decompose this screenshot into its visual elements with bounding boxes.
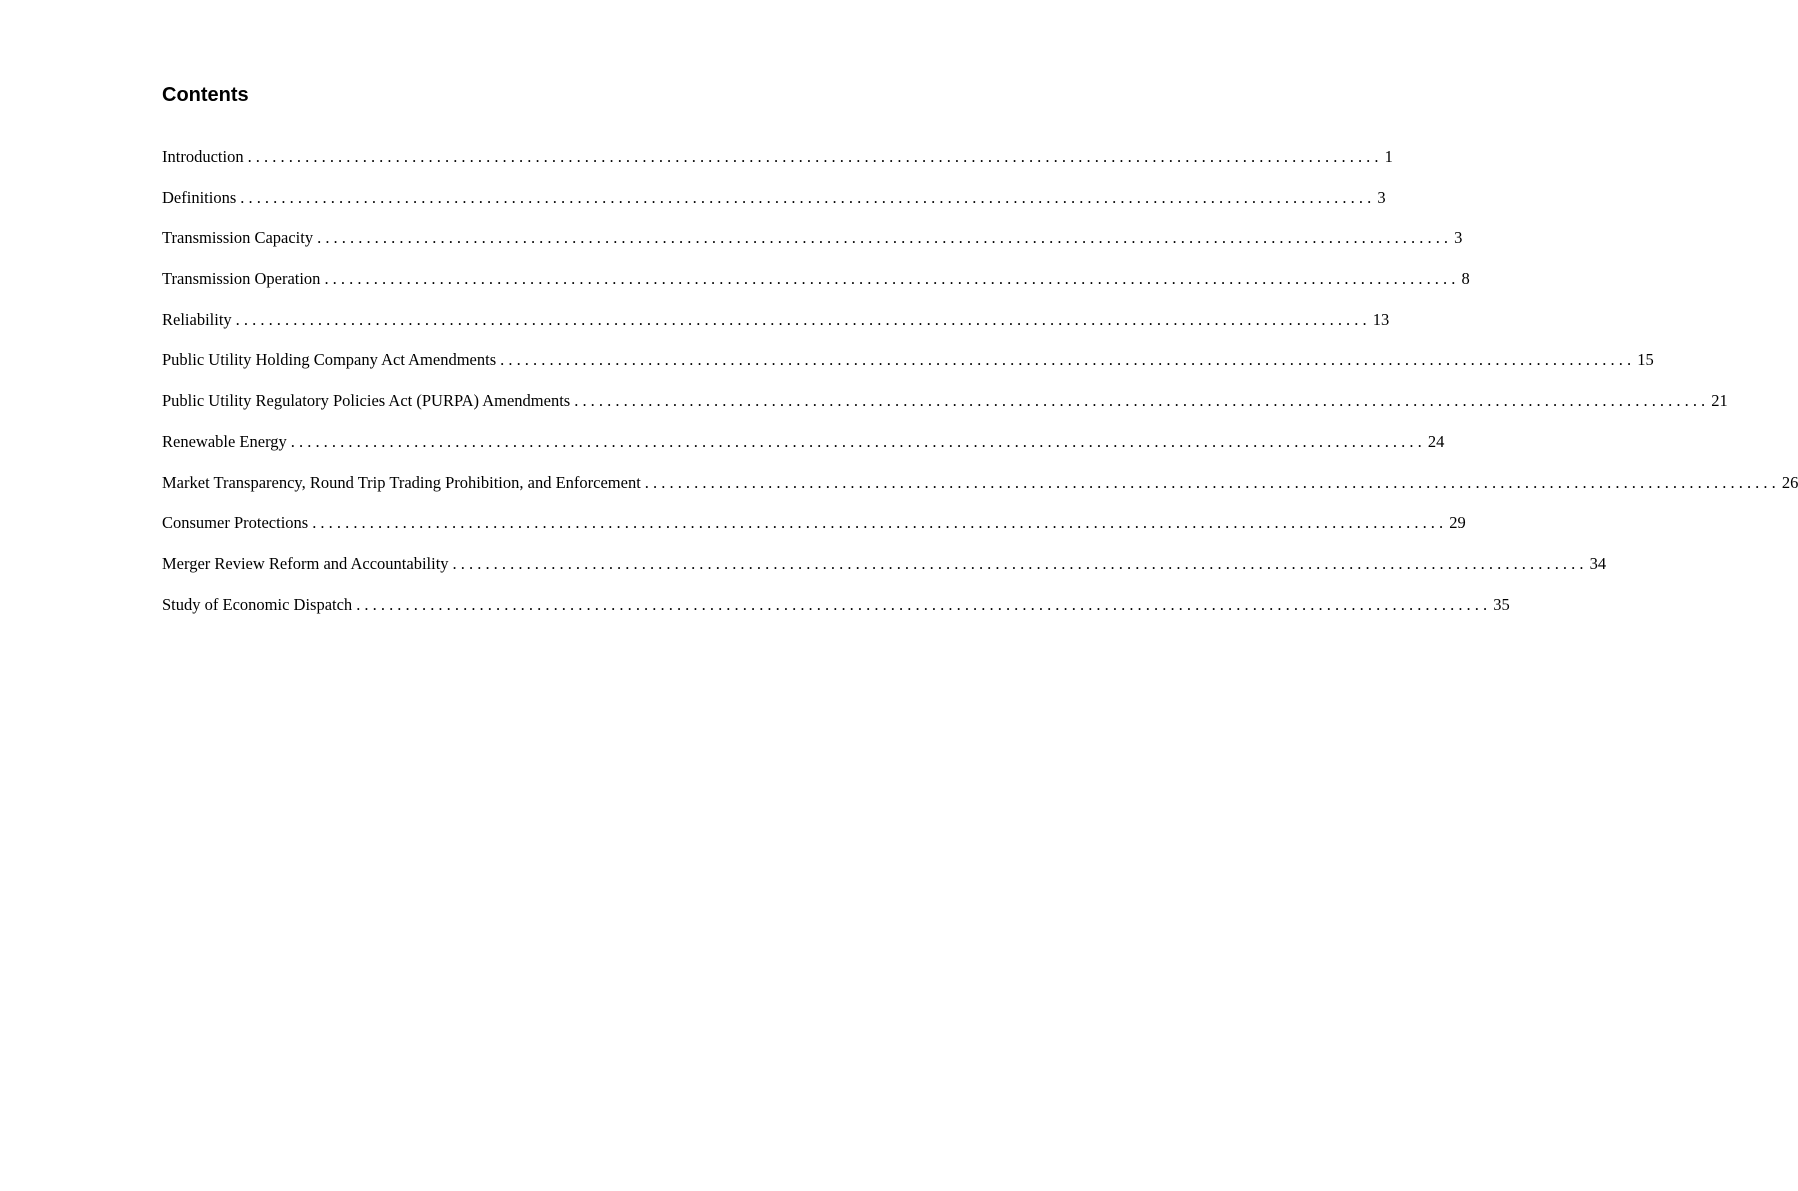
toc-page-number: 35 [1493, 594, 1510, 614]
toc-page-number: 24 [1427, 431, 1445, 451]
toc-entry[interactable] [162, 226, 1463, 267]
toc-page-number: 21 [1711, 391, 1728, 411]
toc-entry-label: Definitions [162, 187, 237, 207]
toc-entry[interactable] [162, 593, 1510, 634]
toc-page-number: 3 [1377, 187, 1386, 207]
toc-dot-leader: .......................................................................................................................................... [235, 309, 1371, 329]
toc-entry-label: Introduction [162, 147, 244, 166]
toc-dot-leader: .......................................................................................................................................... [247, 147, 1383, 166]
toc-page-number: 8 [1461, 269, 1470, 289]
toc-page-number: 13 [1372, 309, 1390, 329]
toc-dot-leader: .......................................................................................................................................... [317, 228, 1453, 248]
toc-entry-label: Renewable Energy [162, 431, 287, 451]
toc-dot-leader: .......................................................................................................................................... [644, 472, 1780, 492]
toc-entry[interactable] [162, 267, 1470, 308]
toc-dot-leader: .......................................................................................................................................... [324, 269, 1460, 289]
toc-dot-leader: .......................................................................................................................................... [312, 513, 1448, 533]
toc-entry[interactable] [162, 308, 1390, 349]
toc-page-number: 29 [1449, 513, 1466, 533]
toc-page-number: 1 [1384, 147, 1393, 166]
toc-dot-leader: .......................................................................................................................................... [574, 391, 1710, 411]
toc-entry[interactable] [162, 552, 1607, 593]
toc-entry-label: Reliability [162, 309, 232, 329]
toc-entry[interactable] [162, 145, 1393, 186]
toc-entry-label: Public Utility Regulatory Policies Act (PURPA) Amendments [162, 391, 571, 411]
toc-dot-leader: .......................................................................................................................................... [500, 350, 1636, 370]
toc-entry[interactable] [162, 348, 1654, 389]
toc-dot-leader: .......................................................................................................................................... [290, 431, 1426, 451]
toc-page-number: 34 [1589, 553, 1607, 573]
toc-entry-label: Transmission Operation [162, 269, 321, 289]
toc-entry[interactable] [162, 186, 1386, 227]
toc-entry-label: Study of Economic Dispatch [162, 594, 353, 614]
toc-page-number: 15 [1637, 350, 1654, 370]
page-title: Contents [162, 84, 249, 106]
toc-entry[interactable] [162, 471, 1798, 512]
toc-page-number: 26 [1781, 472, 1798, 492]
toc-entry-label: Public Utility Holding Company Act Amendments [162, 350, 497, 370]
toc-entry-label: Merger Review Reform and Accountability [162, 553, 449, 573]
table-of-contents [162, 145, 1798, 633]
toc-dot-leader: .......................................................................................................................................... [452, 553, 1588, 573]
toc-dot-leader: .......................................................................................................................................... [240, 187, 1376, 207]
toc-page-number: 3 [1454, 228, 1463, 248]
toc-entry[interactable] [162, 430, 1445, 471]
toc-dot-leader: .......................................................................................................................................... [356, 594, 1492, 614]
toc-entry[interactable] [162, 389, 1728, 430]
toc-entry-label: Consumer Protections [162, 513, 309, 533]
toc-entry[interactable] [162, 511, 1466, 552]
toc-entry-label: Transmission Capacity [162, 228, 314, 248]
toc-entry-label: Market Transparency, Round Trip Trading Prohibition, and Enforcement [162, 472, 641, 492]
